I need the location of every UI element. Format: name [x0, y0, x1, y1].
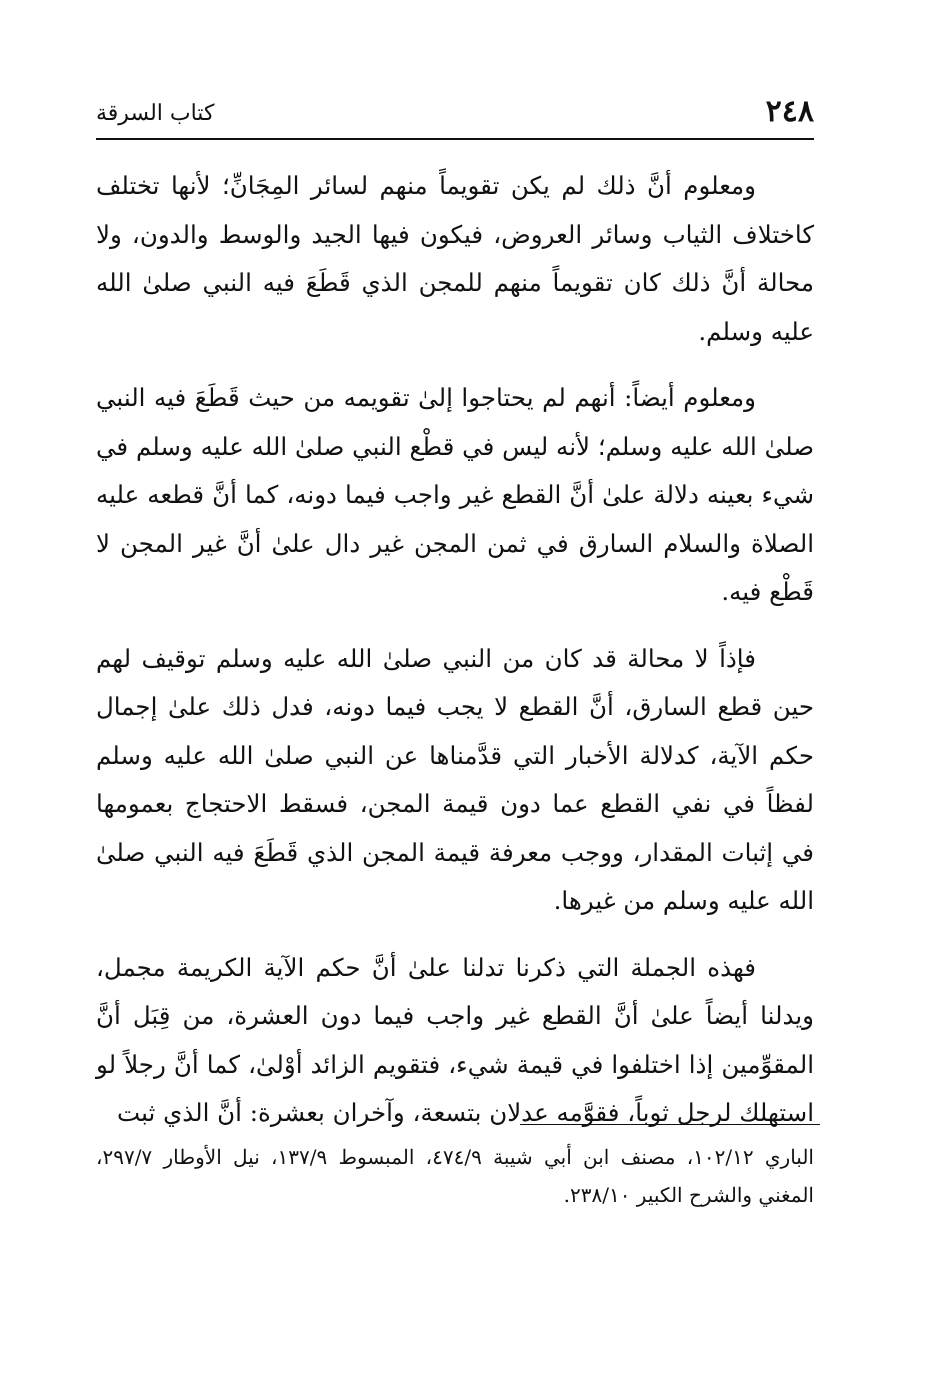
paragraph: ومعلوم أيضاً: أنهم لم يحتاجوا إلىٰ تقويمه من حيث قَطَعَ فيه النبي صلىٰ الله عليه وسلم؛ لأنه ليس في قطْع النبي صلىٰ الله عليه وسلم في شيء بعينه دلالة علىٰ أنَّ القطع غير واجب فيما دونه، كما أنَّ قطعه عليه الصلاة والسلام السارق في ثمن المجن غير دال علىٰ أنَّ غير المجن لا قَطْع فيه. [96, 383, 814, 606]
footnote: الباري ١٠٢/١٢، مصنف ابن أبي شيبة ٤٧٤/٩، المبسوط ١٣٧/٩، نيل الأوطار ٢٩٧/٧، المغني والشرح الكبير ٢٣٨/١٠. [96, 1145, 814, 1207]
paragraph: ومعلوم أنَّ ذلك لم يكن تقويماً منهم لسائر المِجَانِّ؛ لأنها تختلف كاختلاف الثياب وسائر العروض، فيكون فيها الجيد والوسط والدون، ولا محالة أنَّ ذلك كان تقويماً منهم للمجن الذي قَطَعَ فيه النبي صلىٰ الله عليه وسلم. [96, 171, 814, 346]
paragraph: فإذاً لا محالة قد كان من النبي صلىٰ الله عليه وسلم توقيف لهم حين قطع السارق، أنَّ القطع لا يجب فيما دونه، فدل ذلك علىٰ إجمال حكم الآية، كدلالة الأخبار التي قدَّمناها عن النبي صلىٰ الله عليه وسلم لفظاً في نفي القطع عما دون قيمة المجن، فسقط الاحتجاج بعمومها في إثبات المقدار، ووجب معرفة قيمة المجن الذي قَطَعَ فيه النبي صلىٰ الله عليه وسلم من غيرها. [96, 643, 814, 915]
page-number: ٢٤٨ [765, 94, 814, 129]
running-title: كتاب السرقة [96, 101, 215, 126]
page-header [96, 92, 814, 140]
main-text [96, 162, 814, 1156]
paragraph: فهذه الجملة التي ذكرنا تدلنا علىٰ أنَّ حكم الآية الكريمة مجمل، ويدلنا أيضاً علىٰ أنَّ القطع غير واجب فيما دون العشرة، من قِبَل أنَّ المقوِّمين إذا اختلفوا في قيمة شيء، فتقويم الزائد أوْلىٰ، كما أنَّ رجلاً لو استهلك لرجل ثوباً، فقوَّمه عدلان بتسعة، وآخران بعشرة: أنَّ الذي ثبت [96, 952, 814, 1127]
footnote-separator [520, 1124, 820, 1125]
